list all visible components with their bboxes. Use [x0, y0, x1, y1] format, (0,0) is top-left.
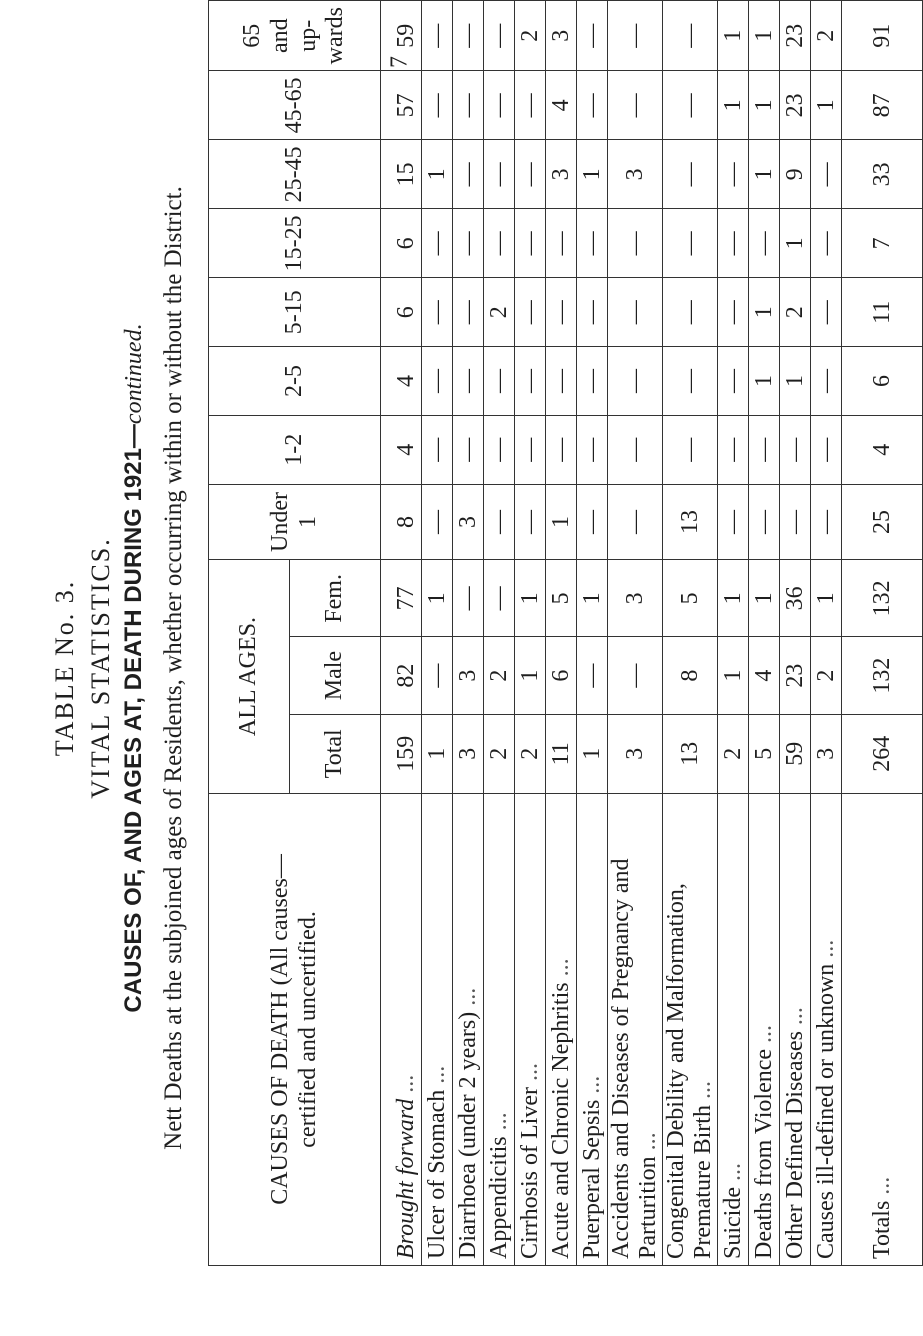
age-cell: —: [453, 1, 484, 71]
age-header-2-5: 2-5: [209, 347, 381, 416]
cause-cell: [780, 793, 811, 1265]
total-cell: 3: [811, 714, 842, 793]
age-cell: —: [663, 415, 718, 484]
fem-cell: 1: [718, 560, 749, 637]
age-cell: —: [422, 71, 453, 140]
table-row: [381, 1, 422, 1266]
age-cell: —: [780, 484, 811, 560]
age-cell: 1: [718, 71, 749, 140]
total-cell: 59: [780, 714, 811, 793]
age-cell: 1: [749, 278, 780, 347]
age-cell: —: [453, 415, 484, 484]
age-cell: —: [422, 278, 453, 347]
age-cell: —: [718, 278, 749, 347]
cause-label: Diarrhoea (under 2 years): [454, 1011, 481, 1259]
total-cell: 2: [718, 714, 749, 793]
male-cell: —: [422, 637, 453, 714]
age-cell: 33: [842, 140, 923, 209]
age-cell: —: [422, 1, 453, 71]
male-cell: 82: [381, 637, 422, 714]
cause-cell: [422, 793, 453, 1265]
age-cell: 3: [546, 140, 577, 209]
age-cell: —: [453, 140, 484, 209]
cause-label: Congenital Debility and Malformation, Premature Birth: [663, 883, 716, 1259]
age-cell: —: [608, 415, 663, 484]
age-cell: 7: [842, 209, 923, 278]
age-cell: —: [422, 415, 453, 484]
table-row: [811, 1, 842, 1266]
leader-dots: ...: [547, 958, 574, 977]
age-cell: 4: [546, 71, 577, 140]
leader-dots: ...: [781, 1007, 808, 1026]
age-cell: —: [453, 209, 484, 278]
cause-cell: [663, 793, 718, 1265]
cause-label: Brought forward: [392, 1098, 419, 1259]
age-cell: —: [546, 347, 577, 416]
male-cell: 6: [546, 637, 577, 714]
fem-cell: 36: [780, 560, 811, 637]
fem-cell: 5: [663, 560, 718, 637]
causes-of-death-table: [208, 0, 923, 1266]
age-cell: —: [453, 278, 484, 347]
age-cell: 3: [453, 484, 484, 560]
fem-cell: 3: [608, 560, 663, 637]
age-cell: —: [608, 347, 663, 416]
age-cell: 8: [381, 484, 422, 560]
cause-label: Acute and Chronic Nephritis: [547, 982, 574, 1259]
cause-label: Suicide: [719, 1187, 746, 1259]
cause-cell: [515, 793, 546, 1265]
table-row: [780, 1, 811, 1266]
age-cell: —: [515, 347, 546, 416]
age-cell: 3: [546, 1, 577, 71]
age-cell: —: [663, 1, 718, 71]
age-header-65-upwards: 65 and up-wards: [209, 1, 381, 71]
age-header-5-15: 5-15: [209, 278, 381, 347]
age-cell: —: [811, 140, 842, 209]
age-cell: —: [663, 278, 718, 347]
age-cell: —: [515, 71, 546, 140]
age-cell: —: [608, 71, 663, 140]
age-cell: —: [546, 415, 577, 484]
age-cell: —: [546, 278, 577, 347]
all-ages-header: ALL AGES.: [209, 560, 290, 794]
fem-cell: 1: [515, 560, 546, 637]
age-cell: 2: [811, 1, 842, 71]
cause-label: Cirrhosis of Liver: [516, 1087, 543, 1259]
cause-cell: [811, 793, 842, 1265]
age-cell: 2: [484, 278, 515, 347]
age-cell: —: [577, 71, 608, 140]
table-title: CAUSES OF, AND AGES AT, DEATH DURING 1921—continued.: [120, 323, 147, 1013]
age-cell: —: [453, 347, 484, 416]
male-cell: —: [608, 637, 663, 714]
age-cell: —: [546, 209, 577, 278]
age-cell: —: [718, 484, 749, 560]
age-cell: —: [749, 209, 780, 278]
age-cell: —: [608, 209, 663, 278]
age-cell: —: [811, 415, 842, 484]
cause-cell: [453, 793, 484, 1265]
total-cell: 2: [515, 714, 546, 793]
total-cell: 11: [546, 714, 577, 793]
cause-cell: [546, 793, 577, 1265]
leader-dots: ...: [454, 987, 481, 1006]
age-cell: —: [577, 278, 608, 347]
male-header: Male: [290, 637, 381, 714]
age-cell: 1: [780, 209, 811, 278]
cause-cell: [718, 793, 749, 1265]
fem-cell: 1: [422, 560, 453, 637]
total-cell: 1: [422, 714, 453, 793]
age-cell: —: [422, 209, 453, 278]
age-cell: 1: [811, 71, 842, 140]
age-cell: 57: [381, 71, 422, 140]
table-row: [453, 1, 484, 1266]
age-header-15-25: 15-25: [209, 209, 381, 278]
cause-label: Puerperal Sepsis: [578, 1099, 605, 1259]
age-cell: —: [515, 209, 546, 278]
table-subtitle: Nett Deaths at the subjoined ages of Residents, whether occurring within or without the District.: [160, 186, 187, 1150]
age-cell: 1: [718, 1, 749, 71]
leader-dots: ...: [812, 939, 839, 958]
male-cell: 3: [453, 637, 484, 714]
age-cell: 1: [780, 347, 811, 416]
age-cell: —: [780, 415, 811, 484]
age-cell: —: [484, 415, 515, 484]
male-cell: 2: [811, 637, 842, 714]
age-header-1-2: 1-2: [209, 415, 381, 484]
age-cell: 1: [749, 1, 780, 71]
age-cell: —: [577, 415, 608, 484]
fem-cell: 1: [749, 560, 780, 637]
age-cell: —: [718, 140, 749, 209]
age-cell: 1: [749, 71, 780, 140]
male-cell: 2: [484, 637, 515, 714]
totals-label-cell: [842, 793, 923, 1265]
male-cell: 23: [780, 637, 811, 714]
male-cell: 4: [749, 637, 780, 714]
leader-dots: ...: [485, 1112, 512, 1131]
cause-label: Appendicitis: [485, 1136, 512, 1259]
age-cell: —: [515, 278, 546, 347]
age-cell: 25: [842, 484, 923, 560]
age-cell: —: [577, 209, 608, 278]
age-cell: 1: [577, 140, 608, 209]
fem-cell: 1: [811, 560, 842, 637]
age-cell: —: [811, 209, 842, 278]
age-cell: —: [453, 71, 484, 140]
age-cell: —: [749, 415, 780, 484]
fem-cell: 5: [546, 560, 577, 637]
table-row: [484, 1, 515, 1266]
cause-cell: [749, 793, 780, 1265]
fem-cell: —: [484, 560, 515, 637]
total-cell: 159: [381, 714, 422, 793]
table-title-continued: continued.: [121, 323, 147, 425]
leader-dots: ...: [719, 1163, 746, 1181]
age-header-45-65: 45-65: [209, 71, 381, 140]
age-cell: —: [515, 415, 546, 484]
age-cell: 13: [663, 484, 718, 560]
cause-label: Deaths from Violence: [750, 1048, 777, 1259]
age-cell: —: [484, 209, 515, 278]
age-cell: 2: [515, 1, 546, 71]
age-cell: —: [515, 140, 546, 209]
total-cell: 2: [484, 714, 515, 793]
total-cell: 5: [749, 714, 780, 793]
fem-header: Fem.: [290, 560, 381, 637]
age-cell: 1: [546, 484, 577, 560]
vital-statistics-heading: VITAL STATISTICS.: [86, 537, 115, 799]
age-cell: —: [663, 140, 718, 209]
age-cell: —: [577, 1, 608, 71]
age-cell: —: [811, 347, 842, 416]
age-header-under-1: Under 1: [209, 484, 381, 560]
total-cell: 264: [842, 714, 923, 793]
age-cell: 23: [780, 1, 811, 71]
male-cell: 1: [718, 637, 749, 714]
male-cell: 8: [663, 637, 718, 714]
cause-cell: [577, 793, 608, 1265]
cause-label: Totals: [868, 1200, 895, 1259]
cause-label: Accidents and Diseases of Pregnancy and Parturition: [608, 858, 661, 1259]
leader-dots: ...: [423, 1065, 450, 1084]
page-number: 7: [386, 56, 413, 68]
age-cell: —: [484, 71, 515, 140]
age-cell: 59: [381, 1, 422, 71]
fem-cell: 1: [577, 560, 608, 637]
table-row: [422, 1, 453, 1266]
age-cell: 4: [842, 415, 923, 484]
age-cell: 6: [381, 278, 422, 347]
age-cell: —: [577, 484, 608, 560]
total-cell: 3: [453, 714, 484, 793]
table-title-text: CAUSES OF, AND AGES AT, DEATH DURING 1921: [120, 448, 147, 1013]
table-row: [577, 1, 608, 1266]
age-cell: 23: [780, 71, 811, 140]
table-number-heading: TABLE No. 3.: [50, 579, 79, 757]
table-row: [663, 1, 718, 1266]
cause-label: Ulcer of Stomach: [423, 1089, 450, 1259]
age-cell: —: [811, 484, 842, 560]
table-row: [546, 1, 577, 1266]
fem-cell: —: [453, 560, 484, 637]
age-cell: 1: [749, 140, 780, 209]
table-row: [718, 1, 749, 1266]
age-cell: —: [484, 1, 515, 71]
leader-dots: ...: [690, 1081, 716, 1100]
age-cell: —: [484, 140, 515, 209]
age-cell: 1: [422, 140, 453, 209]
cause-cell: [381, 793, 422, 1265]
age-cell: 4: [381, 415, 422, 484]
age-cell: —: [484, 484, 515, 560]
totals-row: [842, 1, 923, 1266]
age-cell: —: [718, 347, 749, 416]
male-cell: 132: [842, 637, 923, 714]
age-cell: 91: [842, 1, 923, 71]
age-cell: —: [718, 415, 749, 484]
age-cell: —: [663, 71, 718, 140]
age-cell: 15: [381, 140, 422, 209]
leader-dots: ...: [750, 1024, 777, 1043]
age-cell: —: [608, 484, 663, 560]
leader-dots: ...: [868, 1176, 895, 1195]
cause-label: Other Defined Diseases: [781, 1031, 808, 1259]
age-cell: 9: [780, 140, 811, 209]
total-cell: 3: [608, 714, 663, 793]
age-cell: 4: [381, 347, 422, 416]
age-cell: —: [663, 347, 718, 416]
total-header: Total: [290, 714, 381, 793]
age-cell: —: [484, 347, 515, 416]
age-cell: —: [422, 347, 453, 416]
table-row: [515, 1, 546, 1266]
age-cell: —: [577, 347, 608, 416]
age-cell: —: [663, 209, 718, 278]
age-cell: 1: [749, 347, 780, 416]
age-cell: —: [422, 484, 453, 560]
age-cell: 6: [842, 347, 923, 416]
table-row: [749, 1, 780, 1266]
cause-label: Causes ill-defined or unknown: [812, 963, 839, 1259]
age-cell: 3: [608, 140, 663, 209]
age-cell: 2: [780, 278, 811, 347]
male-cell: 1: [515, 637, 546, 714]
age-cell: 11: [842, 278, 923, 347]
male-cell: —: [577, 637, 608, 714]
age-cell: 6: [381, 209, 422, 278]
age-cell: —: [718, 209, 749, 278]
cause-cell: [608, 793, 663, 1265]
cause-cell: [484, 793, 515, 1265]
age-cell: —: [749, 484, 780, 560]
age-cell: —: [811, 278, 842, 347]
cause-header: CAUSES OF DEATH (All causes—certified and uncertified.: [209, 793, 381, 1265]
age-cell: 87: [842, 71, 923, 140]
total-cell: 13: [663, 714, 718, 793]
total-cell: 1: [577, 714, 608, 793]
leader-dots: ...: [392, 1074, 419, 1093]
table-row: [608, 1, 663, 1266]
leader-dots: ...: [635, 1132, 661, 1151]
fem-cell: 77: [381, 560, 422, 637]
leader-dots: ...: [516, 1063, 543, 1082]
age-cell: —: [515, 484, 546, 560]
fem-cell: 132: [842, 560, 923, 637]
age-cell: —: [608, 278, 663, 347]
leader-dots: ...: [578, 1075, 605, 1094]
age-cell: —: [608, 1, 663, 71]
age-header-25-45: 25-45: [209, 140, 381, 209]
